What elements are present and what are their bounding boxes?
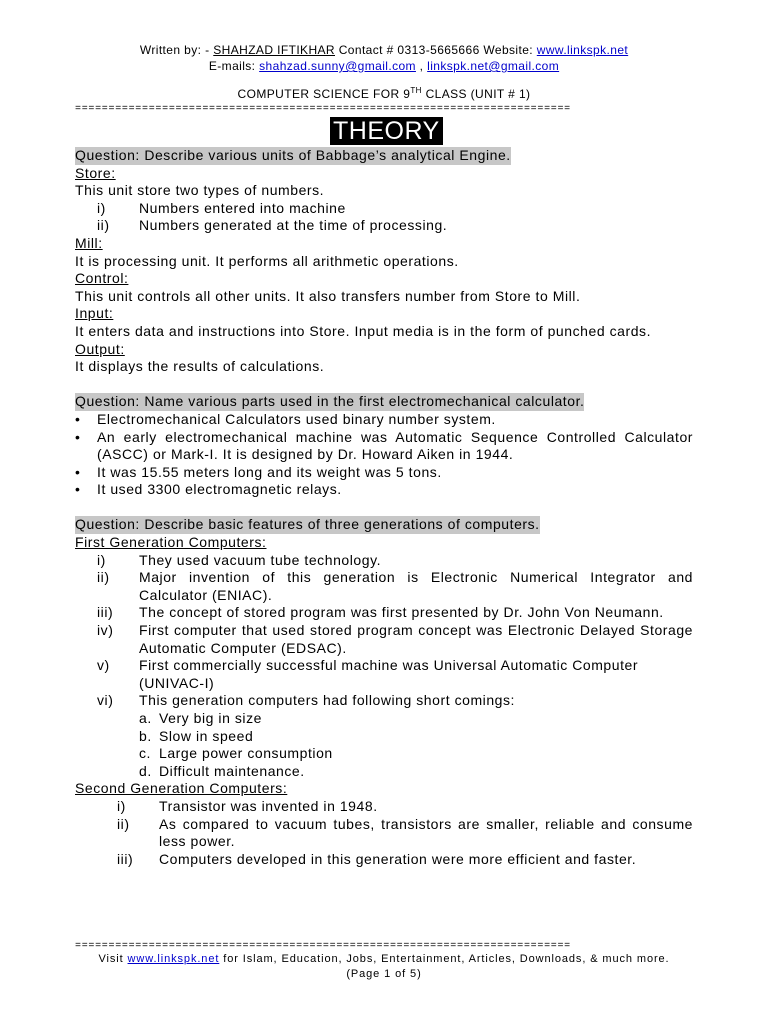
list-item: ii) Major invention of this generation is Electronic Numerical Integrator and Calculator (ENIAC).	[97, 569, 693, 603]
sub-list-item: c. Large power consumption	[139, 745, 333, 762]
author-name: SHAHZAD IFTIKHAR	[213, 43, 335, 57]
footer-separator: ==========================================================================	[75, 942, 571, 952]
visit-prefix: Visit	[98, 953, 128, 965]
bullet-item: • Electromechanical Calculators used binary number system.	[75, 410, 496, 427]
question-1: Question: Describe various units of Babbage’s analytical Engine.	[75, 147, 511, 163]
email-link-1[interactable]: shahzad.sunny@gmail.com	[259, 59, 416, 73]
header-separator: ==========================================================================	[75, 105, 571, 115]
written-by-label: Written by: -	[139, 43, 214, 57]
list-item: i) Numbers entered into machine	[97, 199, 346, 216]
footer-website-link[interactable]: www.linkspk.net	[127, 953, 220, 965]
output-text: It displays the results of calculations.	[75, 358, 325, 375]
list-item: iii) Computers developed in this generation were more efficient and faster.	[117, 850, 637, 867]
bullet-item: • It used 3300 electromagnetic relays.	[75, 481, 342, 498]
control-text: This unit controls all other units. It also transfers number from Store to Mill.	[75, 287, 581, 304]
email-link-2[interactable]: linkspk.net@gmail.com	[427, 59, 560, 73]
document-body	[75, 147, 693, 868]
first-generation-heading: First Generation Computers:	[75, 534, 267, 551]
page-number: (Page 1 of 5)	[346, 968, 422, 980]
emails-label: E-mails:	[208, 59, 260, 73]
header-email-line	[0, 59, 768, 73]
website-link[interactable]: www.linkspk.net	[536, 43, 629, 57]
bullet-item: • It was 15.55 meters long and its weight was 5 tons.	[75, 463, 442, 480]
store-heading: Store:	[75, 164, 116, 181]
list-item: iii) The concept of stored program was first presented by Dr. John Von Neumann.	[97, 604, 664, 621]
footer-visit-line	[0, 953, 768, 965]
header-author-line	[0, 43, 768, 57]
input-heading: Input:	[75, 305, 114, 322]
course-suffix: CLASS (UNIT # 1)	[421, 87, 531, 101]
list-item: i) Transistor was invented in 1948.	[117, 797, 378, 814]
email-separator: ,	[415, 59, 428, 73]
list-item: ii) As compared to vacuum tubes, transistors are smaller, reliable and consume less power.	[117, 815, 693, 850]
sub-list-item: d. Difficult maintenance.	[139, 762, 305, 779]
list-item: ii) Numbers generated at the time of processing.	[97, 217, 448, 234]
question-3: Question: Describe basic features of three generations of computers.	[75, 516, 540, 533]
mill-text: It is processing unit. It performs all arithmetic operations.	[75, 252, 459, 269]
course-prefix: COMPUTER SCIENCE FOR 9	[237, 87, 411, 101]
bullet-item: • An early electromechanical machine was Automatic Sequence Controlled Calculator (ASCC) or Mark-I. It is designed by Dr. Howard Aiken in 1944.	[75, 428, 693, 463]
sub-list-item: a. Very big in size	[139, 710, 262, 726]
visit-suffix: for Islam, Education, Jobs, Entertainment, Articles, Downloads, & much more.	[219, 953, 670, 965]
sub-list-item: b. Slow in speed	[139, 727, 254, 744]
list-item: vi) This generation computers had following short comings:	[97, 692, 515, 709]
input-text: It enters data and instructions into Store. Input media is in the form of punched cards.	[75, 322, 652, 339]
course-superscript: TH	[410, 86, 422, 95]
mill-heading: Mill:	[75, 234, 103, 251]
store-text: This unit store two types of numbers.	[75, 182, 325, 199]
control-heading: Control:	[75, 270, 129, 287]
second-generation-heading: Second Generation Computers:	[75, 780, 288, 797]
theory-heading: THEORY	[330, 117, 443, 145]
list-item: v) First commercially successful machine was Universal Automatic Computer (UNIVAC-I)	[97, 657, 639, 691]
list-item: iv) First computer that used stored program concept was Electronic Delayed Storage Automatic Computer (EDSAC).	[97, 622, 693, 656]
output-heading: Output:	[75, 340, 125, 357]
contact-text: Contact # 0313-5665666 Website:	[335, 43, 537, 57]
question-2: Question: Name various parts used in the first electromechanical calculator.	[75, 393, 585, 410]
list-item: i) They used vacuum tube technology.	[97, 551, 382, 568]
course-title	[0, 86, 768, 101]
